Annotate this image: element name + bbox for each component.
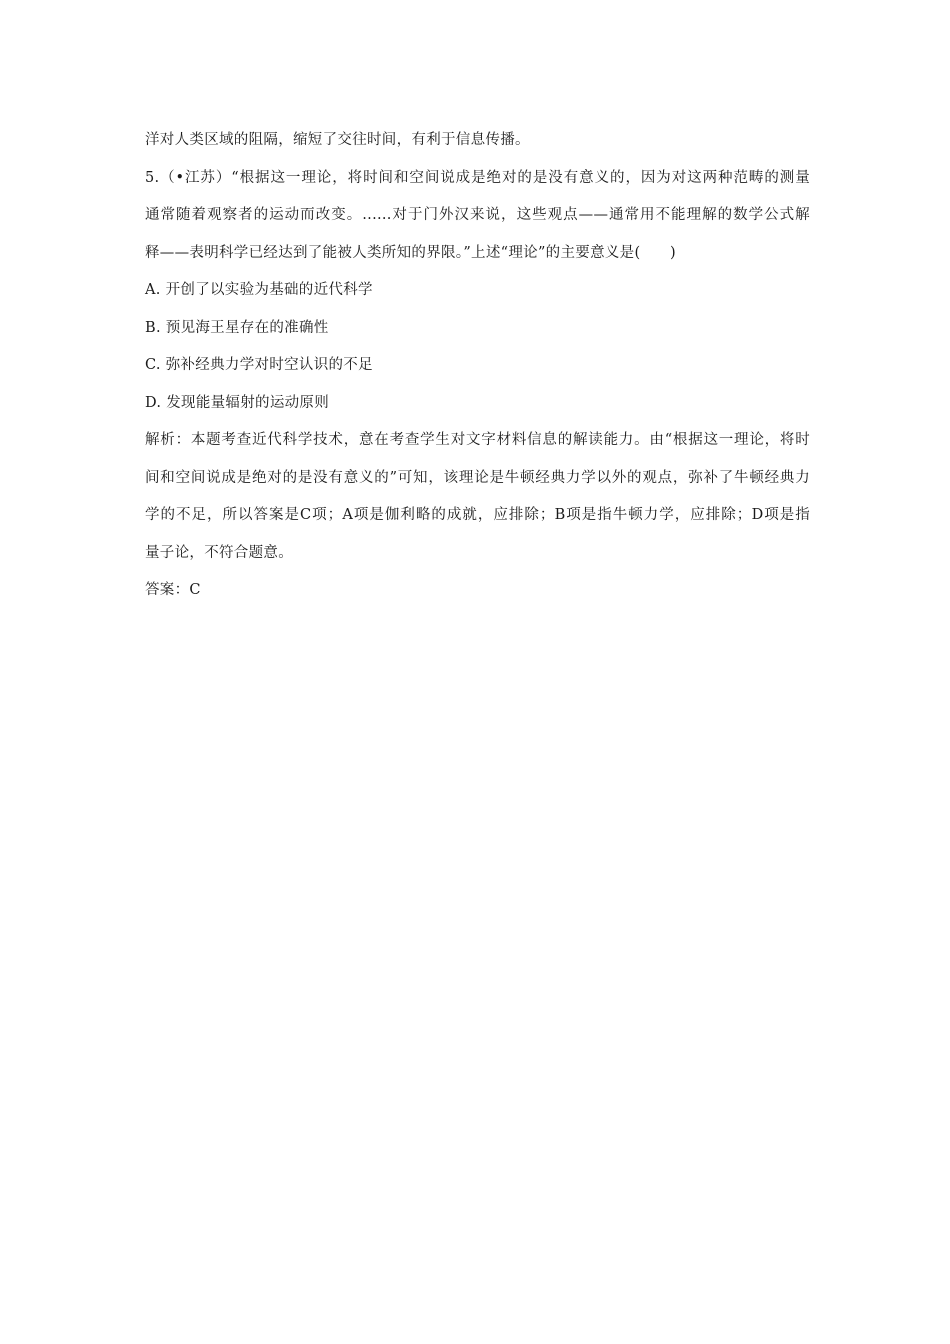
- question-stem-line: 通常随着观察者的运动而改变。......对于门外汉来说，这些观点——通常用不能理解的数学公式解: [145, 207, 810, 223]
- option-b: B. 预见海王星存在的准确性: [145, 319, 329, 336]
- question-5: [145, 160, 810, 273]
- analysis-line: 量子论，不符合题意。: [145, 544, 293, 561]
- question-stem-line: 释——表明科学已经达到了能被人类所知的界限。”上述“理论”的主要意义是( ): [145, 244, 676, 261]
- answer-options: [145, 272, 810, 422]
- question-stem-line: 5.（•江苏）“根据这一理论，将时间和空间说成是绝对的是没有意义的，因为对这两种范畴的测量: [145, 169, 810, 186]
- document-body: [145, 122, 810, 610]
- analysis-section: [145, 422, 810, 572]
- option-d: D. 发现能量辐射的运动原则: [145, 394, 330, 411]
- analysis-line: 间和空间说成是绝对的是没有意义的”可知，该理论是牛顿经典力学以外的观点，弥补了牛顿经典力: [145, 469, 810, 486]
- answer-line: 答案：C: [145, 582, 201, 598]
- option-a: A. 开创了以实验为基础的近代科学: [145, 282, 373, 298]
- option-c: C. 弥补经典力学对时空认识的不足: [145, 357, 373, 373]
- continuation-line: 洋对人类区域的阻隔，缩短了交往时间，有利于信息传播。: [145, 132, 530, 148]
- analysis-line: 解析：本题考查近代科学技术，意在考查学生对文字材料信息的解读能力。由“根据这一理论，将时: [145, 432, 810, 448]
- analysis-line: 学的不足，所以答案是C项；A项是伽利略的成就，应排除；B项是指牛顿力学，应排除；D项是指: [145, 507, 810, 523]
